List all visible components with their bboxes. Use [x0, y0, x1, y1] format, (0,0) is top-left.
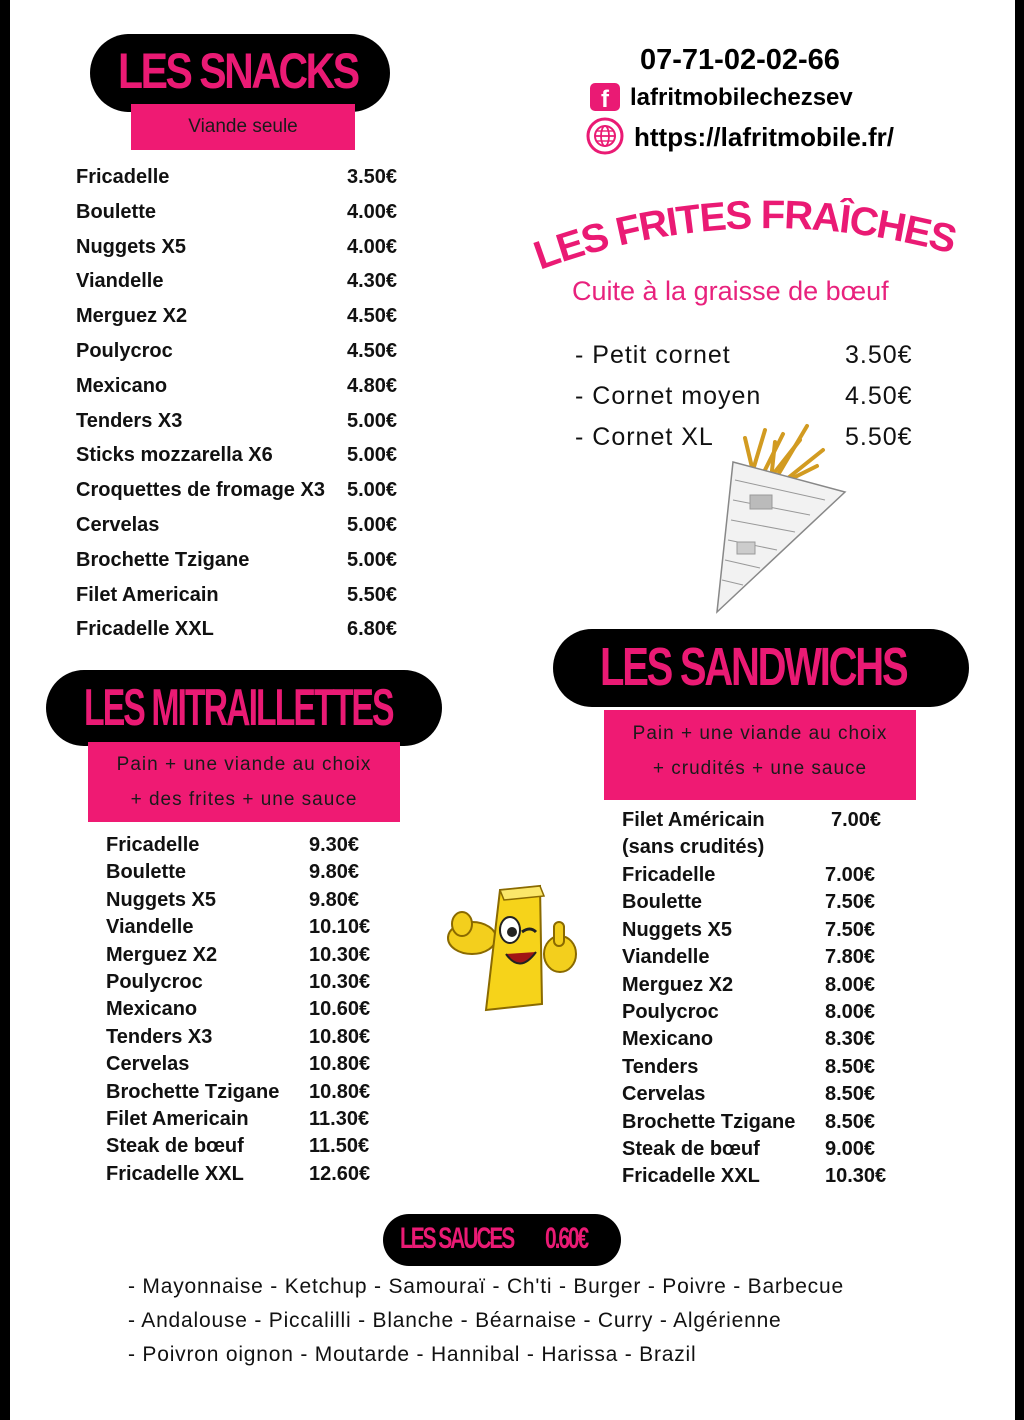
- list-item: [106, 1051, 396, 1078]
- item-price: 7.00€: [825, 864, 876, 886]
- item-price: 10.30€: [309, 970, 371, 993]
- item-price: 7.80€: [825, 946, 876, 969]
- item-name: Fricadelle: [76, 166, 170, 188]
- item-price: 8.00€: [825, 1000, 876, 1023]
- item-price: 10.30€: [309, 943, 371, 966]
- item-name: Boulette: [76, 200, 156, 223]
- list-item: [106, 1106, 396, 1133]
- list-item: [622, 1109, 912, 1136]
- item-price: 5.00€: [347, 409, 398, 432]
- sauces-line: - Mayonnaise - Ketchup - Samouraï - Ch'ti - Burger - Poivre - Barbecue: [128, 1275, 844, 1298]
- item-price: 10.80€: [309, 1080, 371, 1103]
- list-item: [622, 1026, 912, 1053]
- list-item: [622, 1163, 912, 1190]
- item-name: Fricadelle XXL: [106, 1162, 244, 1185]
- snacks-list: [76, 160, 416, 647]
- list-item: [106, 832, 396, 859]
- item-price: 3.50€: [845, 341, 913, 369]
- item-price: 4.00€: [347, 235, 398, 258]
- sauces-list: [128, 1270, 844, 1372]
- item-price: 7.50€: [825, 891, 876, 914]
- item-price: 10.80€: [309, 1025, 371, 1048]
- list-item: [106, 887, 396, 914]
- list-item: [622, 972, 912, 999]
- item-name: Fricadelle XXL: [622, 1165, 760, 1188]
- list-item: [76, 195, 416, 230]
- item-price: 5.00€: [347, 548, 398, 571]
- item-price: 10.60€: [309, 998, 371, 1021]
- item-name: Cervelas: [76, 513, 160, 536]
- list-item: [76, 473, 416, 508]
- item-price: 5.00€: [347, 444, 398, 467]
- item-name: - Petit cornet: [575, 341, 731, 369]
- svg-text:f: f: [601, 86, 609, 111]
- sauces-price: 0.60€: [545, 1222, 588, 1255]
- item-price: 8.50€: [825, 1110, 876, 1133]
- item-name: Fricadelle XXL: [76, 618, 214, 641]
- item-name: Croquettes de fromage X3: [76, 479, 325, 502]
- list-item: [76, 438, 416, 473]
- sauces-title: LES SAUCES: [400, 1222, 514, 1255]
- item-name: Viandelle: [106, 916, 194, 939]
- item-price: 5.50€: [845, 423, 913, 451]
- item-name: Poulycroc: [76, 339, 173, 362]
- fries-cone-image: [705, 420, 855, 615]
- item-price: 9.80€: [309, 888, 360, 911]
- item-name: Brochette Tzigane: [106, 1080, 280, 1103]
- list-item: [106, 969, 396, 996]
- item-name: Boulette: [106, 861, 186, 884]
- mitraillettes-title: LES MITRAILLETTES: [84, 679, 393, 737]
- list-item: [106, 1133, 396, 1160]
- list-item: [575, 379, 935, 420]
- item-name: Tenders X3: [106, 1025, 213, 1048]
- item-name: - Cornet XL: [575, 423, 714, 451]
- item-name: Viandelle: [622, 946, 710, 969]
- frites-title: [530, 198, 970, 276]
- item-price: 10.80€: [309, 1053, 371, 1076]
- item-name: Merguez X2: [106, 943, 218, 966]
- mitraillettes-subtitle-line2: + des frites + une sauce: [130, 789, 358, 810]
- item-price: 4.50€: [347, 339, 398, 362]
- list-item: [76, 160, 416, 195]
- list-item: [622, 944, 912, 971]
- item-price: 5.00€: [347, 479, 398, 502]
- item-name: Fricadelle: [622, 864, 716, 886]
- item-name: Nuggets X5: [622, 918, 733, 941]
- list-item: [76, 543, 416, 578]
- item-name: Tenders X3: [76, 409, 183, 432]
- sandwichs-subtitle: [604, 710, 916, 800]
- item-name: Merguez X2: [76, 305, 188, 328]
- list-item: [106, 1024, 396, 1051]
- item-name: Steak de bœuf: [106, 1135, 244, 1158]
- list-item: [106, 859, 396, 886]
- item-price: 12.60€: [309, 1162, 371, 1185]
- list-item: [76, 264, 416, 299]
- sandwichs-list: [622, 862, 912, 1191]
- item-name: Mexicano: [106, 998, 198, 1021]
- snacks-title: LES SNACKS: [118, 43, 358, 99]
- list-item: [622, 999, 912, 1026]
- frites-title-text: LES FRITES FRAÎCHES: [530, 198, 960, 276]
- item-price: 9.30€: [309, 834, 360, 856]
- mitraillettes-subtitle-line1: Pain + une viande au choix: [116, 754, 372, 775]
- sandwichs-first-item: [622, 807, 902, 861]
- list-item: [76, 230, 416, 265]
- item-price: 11.30€: [309, 1107, 370, 1130]
- item-name: Nuggets X5: [76, 235, 187, 258]
- list-item: [106, 1079, 396, 1106]
- list-item: [575, 338, 935, 379]
- item-name: Filet Americain: [76, 583, 219, 606]
- list-item: [76, 404, 416, 439]
- item-name: Cervelas: [106, 1053, 190, 1076]
- mitraillettes-list: [106, 832, 396, 1188]
- sauces-line: - Andalouse - Piccalilli - Blanche - Béarnaise - Curry - Algérienne: [128, 1309, 782, 1332]
- globe-icon: [586, 117, 624, 155]
- item-name: Tenders: [622, 1055, 699, 1078]
- item-price: 4.50€: [845, 382, 913, 410]
- item-price: 3.50€: [347, 166, 398, 188]
- list-item: [622, 889, 912, 916]
- item-price: 10.30€: [825, 1165, 887, 1188]
- item-name: Brochette Tzigane: [76, 548, 250, 571]
- list-item: [622, 862, 912, 889]
- item-price: 4.30€: [347, 270, 398, 293]
- item-name: Poulycroc: [106, 970, 203, 993]
- item-name: Poulycroc: [622, 1000, 719, 1023]
- item-price: 9.00€: [825, 1137, 876, 1160]
- phone-number: 07-71-02-02-66: [640, 44, 840, 76]
- item-price: 9.80€: [309, 861, 360, 884]
- sandwichs-subtitle-line2: + crudités + une sauce: [652, 758, 868, 779]
- item-name: Brochette Tzigane: [622, 1110, 796, 1133]
- item-name: - Cornet moyen: [575, 382, 762, 410]
- item-name: Boulette: [622, 891, 702, 914]
- item-price: 6.80€: [347, 618, 398, 641]
- fry-mascot-image: [442, 882, 584, 1014]
- item-price: 7.50€: [825, 918, 876, 941]
- item-price: 8.50€: [825, 1083, 876, 1106]
- item-price: 5.00€: [347, 513, 398, 536]
- item-price: 4.50€: [347, 305, 398, 328]
- svg-text:LES FRITES FRAÎCHES: [530, 198, 961, 276]
- item-price: 8.00€: [825, 973, 876, 996]
- item-price: 4.80€: [347, 374, 398, 397]
- list-item: [106, 1161, 396, 1188]
- mitraillettes-subtitle: [88, 742, 400, 822]
- item-name: Cervelas: [622, 1083, 706, 1106]
- item-price: 11.50€: [309, 1135, 370, 1158]
- item-name: Filet Americain: [106, 1107, 249, 1130]
- item-name: Mexicano: [622, 1028, 714, 1051]
- item-name: Nuggets X5: [106, 888, 217, 911]
- list-item: [76, 369, 416, 404]
- item-name: Merguez X2: [622, 973, 734, 996]
- sandwichs-subtitle-line1: Pain + une viande au choix: [632, 723, 888, 744]
- list-item: [76, 334, 416, 369]
- item-name: Steak de bœuf: [622, 1137, 760, 1160]
- item-name: Fricadelle: [106, 834, 200, 856]
- item-name: Sticks mozzarella X6: [76, 444, 273, 467]
- snacks-subtitle: Viande seule: [131, 104, 355, 150]
- list-item: [76, 612, 416, 647]
- list-item: [622, 1136, 912, 1163]
- frites-subtitle: Cuite à la graisse de bœuf: [572, 276, 889, 306]
- item-price: 4.00€: [347, 200, 398, 223]
- sandwich-note: (sans crudités): [622, 836, 765, 858]
- item-name: Viandelle: [76, 270, 164, 293]
- sandwichs-title: LES SANDWICHS: [600, 637, 907, 697]
- list-item: [106, 996, 396, 1023]
- sauces-line: - Poivron oignon - Moutarde - Hannibal - Harissa - Brazil: [128, 1343, 697, 1366]
- menu-page: [10, 0, 1015, 1420]
- list-item: [76, 299, 416, 334]
- item-price: 10.10€: [309, 916, 371, 939]
- list-item: [622, 917, 912, 944]
- facebook-label: lafritmobilechezsev: [630, 84, 853, 111]
- list-item: [622, 1081, 912, 1108]
- facebook-icon: [590, 83, 620, 111]
- item-price: 8.50€: [825, 1055, 876, 1078]
- list-item: [76, 508, 416, 543]
- item-price: 5.50€: [347, 583, 398, 606]
- item-price: 8.30€: [825, 1028, 876, 1051]
- list-item: [76, 578, 416, 613]
- list-item: [106, 942, 396, 969]
- list-item: [622, 1054, 912, 1081]
- sandwich-name: Filet Américain: [622, 809, 765, 831]
- website-link[interactable]: https://lafritmobile.fr/: [634, 122, 894, 152]
- sandwich-price: 7.00€: [831, 809, 882, 831]
- list-item: [106, 914, 396, 941]
- item-name: Mexicano: [76, 374, 168, 397]
